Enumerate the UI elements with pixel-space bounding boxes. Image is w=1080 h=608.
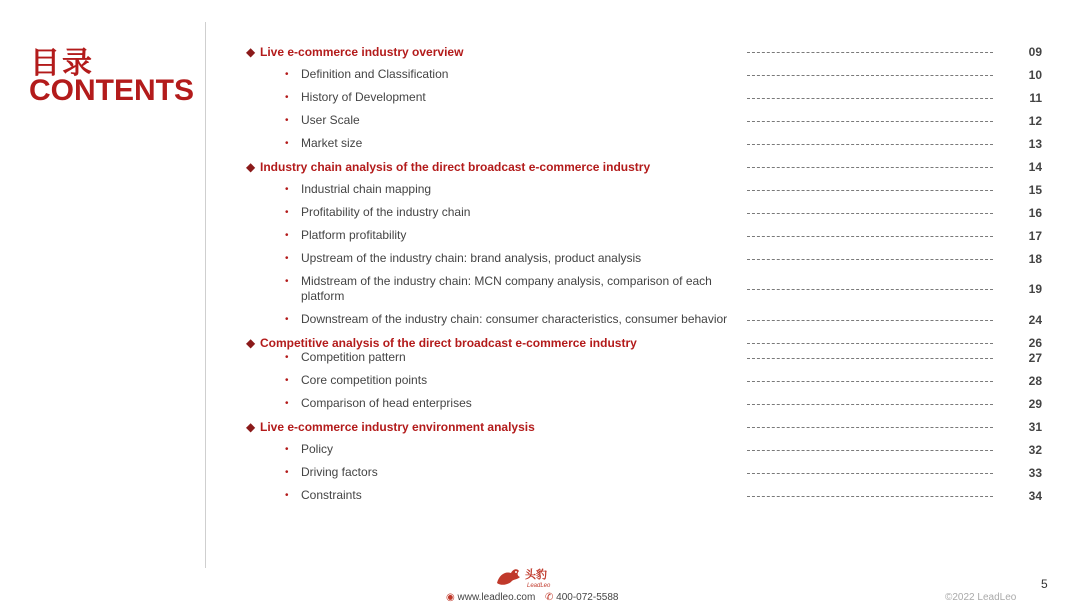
dotted-leader xyxy=(747,52,993,53)
toc-page-number: 17 xyxy=(1028,229,1042,243)
toc-label: Platform profitability xyxy=(301,228,407,242)
toc-label: Core competition points xyxy=(301,373,428,387)
toc-label: Live e-commerce industry overview xyxy=(260,45,464,59)
toc-item xyxy=(0,350,1080,370)
toc-section xyxy=(0,419,1080,439)
toc-label: Comparison of head enterprises xyxy=(301,396,472,410)
footer-phone xyxy=(545,592,618,603)
dotted-leader xyxy=(747,343,993,344)
dotted-leader xyxy=(747,167,993,168)
toc-page-number: 09 xyxy=(1028,45,1042,59)
dotted-leader xyxy=(747,144,993,145)
dotted-leader xyxy=(747,381,993,382)
dotted-leader xyxy=(747,236,993,237)
toc-page-number: 24 xyxy=(1028,313,1042,327)
dotted-leader xyxy=(747,213,993,214)
dot-icon: • xyxy=(285,184,289,195)
phone-icon: ✆ xyxy=(545,592,554,603)
dotted-leader xyxy=(747,358,993,359)
toc-item xyxy=(0,312,1080,332)
dot-icon: • xyxy=(285,138,289,149)
toc-item xyxy=(0,373,1080,393)
dot-icon: • xyxy=(285,444,289,455)
dotted-leader xyxy=(747,473,993,474)
toc-page-number: 12 xyxy=(1028,114,1042,128)
dotted-leader xyxy=(747,75,993,76)
toc-item xyxy=(0,67,1080,87)
toc-label: Midstream of the industry chain: MCN company analysis, comparison of each platform xyxy=(301,274,712,303)
toc-page-number: 32 xyxy=(1028,443,1042,457)
toc-page-number: 14 xyxy=(1028,160,1042,174)
footer-website[interactable] xyxy=(446,592,535,603)
toc-label: Industry chain analysis of the direct broadcast e-commerce industry xyxy=(260,160,651,174)
toc-label: Market size xyxy=(301,136,363,150)
globe-icon: ◉ xyxy=(446,592,455,603)
toc-label: Constraints xyxy=(301,488,362,502)
dot-icon: • xyxy=(285,314,289,325)
dotted-leader xyxy=(747,496,993,497)
toc-label: Competition pattern xyxy=(301,350,406,364)
logo-cn: 头豹 xyxy=(525,568,547,581)
title-english: CONTENTS xyxy=(29,74,194,107)
website-text: www.leadleo.com xyxy=(457,592,536,603)
toc-page-number: 10 xyxy=(1028,68,1042,82)
toc-page-number: 29 xyxy=(1028,397,1042,411)
diamond-icon: ◆ xyxy=(246,160,256,174)
toc-item xyxy=(0,251,1080,271)
toc-item xyxy=(0,274,1080,303)
toc-label: Profitability of the industry chain xyxy=(301,205,471,219)
diamond-icon: ◆ xyxy=(246,420,256,434)
dot-icon: • xyxy=(285,69,289,80)
toc-label: Upstream of the industry chain: brand analysis, product analysis xyxy=(301,251,642,265)
toc-page-number: 31 xyxy=(1028,420,1042,434)
toc-page-number: 16 xyxy=(1028,206,1042,220)
dot-icon: • xyxy=(285,375,289,386)
toc-page-number: 26 xyxy=(1028,336,1042,350)
dotted-leader xyxy=(747,98,993,99)
dotted-leader xyxy=(747,404,993,405)
dot-icon: • xyxy=(285,207,289,218)
toc-item xyxy=(0,136,1080,156)
leadleo-logo xyxy=(495,565,565,589)
dot-icon: • xyxy=(285,92,289,103)
toc-label: Driving factors xyxy=(301,465,378,479)
dot-icon: • xyxy=(285,467,289,478)
dotted-leader xyxy=(747,121,993,122)
title-chinese: 目录 xyxy=(30,46,94,81)
toc-item xyxy=(0,113,1080,133)
dot-icon: • xyxy=(285,490,289,501)
slide-number: 5 xyxy=(1041,577,1048,591)
toc-item xyxy=(0,488,1080,508)
toc-item xyxy=(0,90,1080,110)
toc-label: Live e-commerce industry environment analysis xyxy=(260,420,535,434)
diamond-icon: ◆ xyxy=(246,45,256,59)
toc-page-number: 13 xyxy=(1028,137,1042,151)
dot-icon: • xyxy=(285,398,289,409)
toc-item xyxy=(0,205,1080,225)
toc-item xyxy=(0,465,1080,485)
dotted-leader xyxy=(747,427,993,428)
dot-icon: • xyxy=(285,253,289,264)
toc-page-number: 18 xyxy=(1028,252,1042,266)
dotted-leader xyxy=(747,450,993,451)
dotted-leader xyxy=(747,190,993,191)
copyright: ©2022 LeadLeo xyxy=(945,592,1017,603)
phone-text: 400-072-5588 xyxy=(556,592,619,603)
toc-item xyxy=(0,442,1080,462)
dot-icon: • xyxy=(285,276,289,287)
toc-label: User Scale xyxy=(301,113,360,127)
logo-en: LeadLeo xyxy=(527,583,551,589)
diamond-icon: ◆ xyxy=(246,336,256,350)
toc-section xyxy=(0,44,1080,64)
dot-icon: • xyxy=(285,230,289,241)
dot-icon: • xyxy=(285,115,289,126)
toc-label: Policy xyxy=(301,442,334,456)
toc-page-number: 19 xyxy=(1028,282,1042,296)
toc-page-number: 33 xyxy=(1028,466,1042,480)
toc-item xyxy=(0,396,1080,416)
dot-icon: • xyxy=(285,352,289,363)
toc-label: Industrial chain mapping xyxy=(301,182,432,196)
toc-item xyxy=(0,228,1080,248)
toc-label: Definition and Classification xyxy=(301,67,449,81)
toc-page-number: 15 xyxy=(1028,183,1042,197)
toc-label: Competitive analysis of the direct broadcast e-commerce industry xyxy=(260,336,637,350)
toc-page-number: 34 xyxy=(1028,489,1042,503)
toc-item xyxy=(0,182,1080,202)
toc-label: History of Development xyxy=(301,90,426,104)
toc-label: Downstream of the industry chain: consumer characteristics, consumer behavior xyxy=(301,312,728,326)
dotted-leader xyxy=(747,259,993,260)
toc-page-number: 28 xyxy=(1028,374,1042,388)
dotted-leader xyxy=(747,320,993,321)
toc-section xyxy=(0,159,1080,179)
dotted-leader xyxy=(747,289,993,290)
toc-page-number: 11 xyxy=(1029,91,1042,105)
toc-page-number: 27 xyxy=(1028,351,1042,365)
